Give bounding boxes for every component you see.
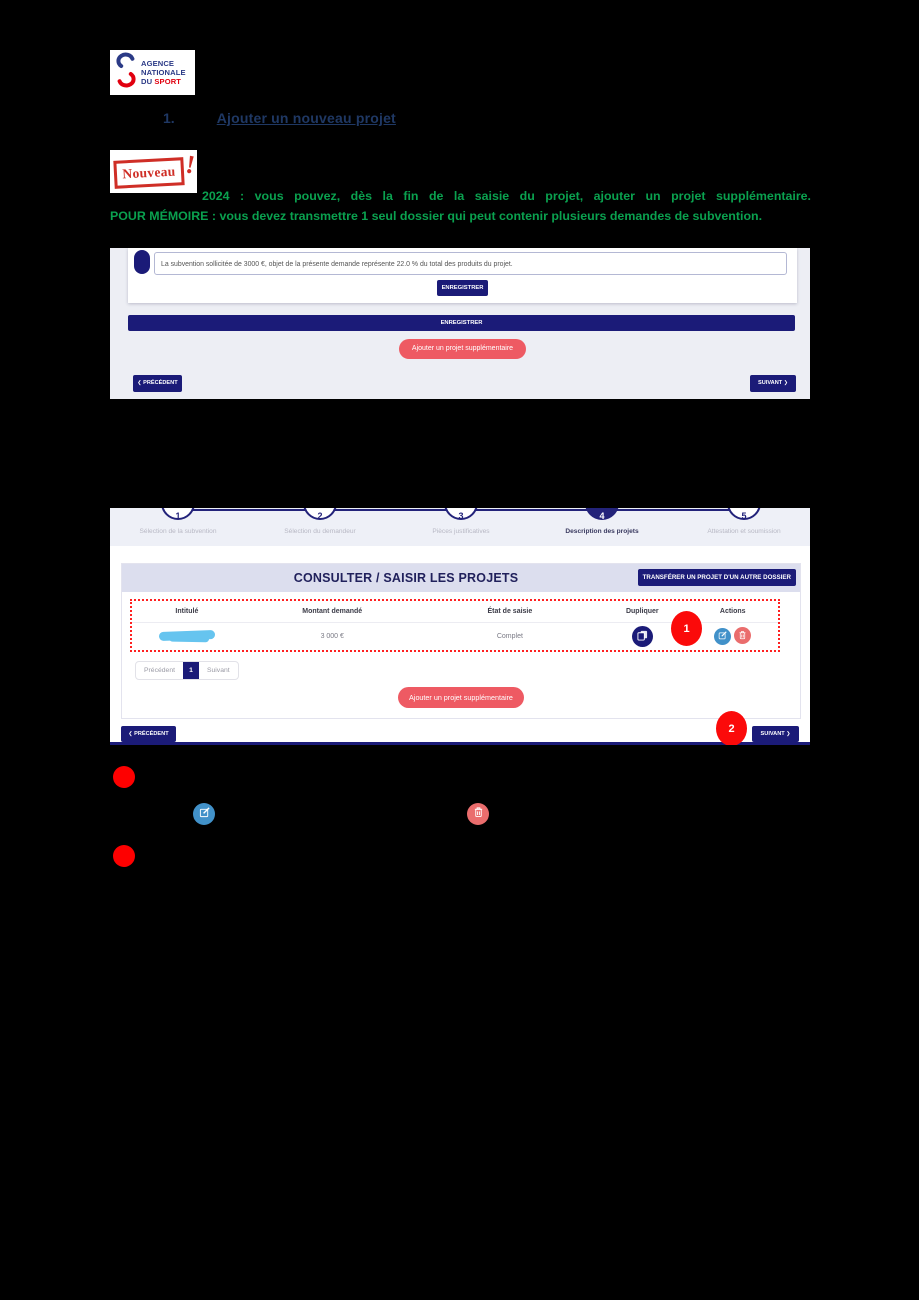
step-label-2: Sélection du demandeur xyxy=(284,528,356,535)
stamp-exclamation: ! xyxy=(183,149,198,180)
next-button[interactable] xyxy=(752,726,799,742)
save-bar-button[interactable]: ENREGISTRER xyxy=(128,315,795,331)
col-dupliquer: Dupliquer xyxy=(625,608,659,615)
edit-project-button[interactable] xyxy=(714,628,731,645)
chevron-right-icon: ❯ xyxy=(786,731,791,737)
next-button[interactable] xyxy=(750,375,796,392)
step-circle-1: 1 xyxy=(161,508,195,520)
stamp-word: Nouveau xyxy=(122,163,176,182)
pagination-previous[interactable]: Précédent xyxy=(144,667,175,674)
ans-logo-text xyxy=(141,59,186,86)
legend-edit-button xyxy=(193,803,215,825)
trash-icon xyxy=(738,630,747,642)
step-circle-2: 2 xyxy=(303,508,337,520)
info-toggle-icon xyxy=(134,250,150,274)
next-label: SUIVANT xyxy=(758,380,783,386)
step-circle-3: 3 xyxy=(444,508,478,520)
logo-line2: NATIONALE xyxy=(141,67,186,77)
duplicate-button[interactable] xyxy=(632,626,653,647)
previous-label: PRÉCÉDENT xyxy=(143,380,178,386)
col-montant: Montant demandé xyxy=(302,608,363,615)
logo-line3-sport: SPORT xyxy=(154,77,182,87)
trash-icon xyxy=(473,805,484,823)
chevron-right-icon: ❯ xyxy=(783,380,788,386)
stamp-frame xyxy=(113,157,184,189)
col-actions: Actions xyxy=(719,608,746,615)
pagination-page-1[interactable]: 1 xyxy=(183,662,199,679)
projects-card xyxy=(121,563,801,719)
projects-card-title: CONSULTER / SAISIR LES PROJETS xyxy=(293,571,519,585)
section-heading xyxy=(163,110,396,126)
edit-pencil-icon xyxy=(718,631,727,642)
annotation-circle-2: 2 xyxy=(716,711,747,745)
step-circle-4: 4 xyxy=(585,508,619,520)
chevron-left-icon: ❮ xyxy=(128,731,133,737)
logo-line1: AGENCE xyxy=(141,58,175,68)
next-label: SUIVANT xyxy=(760,731,785,737)
pagination xyxy=(135,661,239,680)
step-circle-5: 5 xyxy=(727,508,761,520)
screenshot-projects-list xyxy=(110,508,810,745)
projects-card-header xyxy=(122,564,800,592)
chevron-left-icon: ❮ xyxy=(137,380,142,386)
intro-sentence-2: POUR MÉMOIRE : vous devez transmettre 1 seul dossier qui peut contenir plusieurs demandes de subvention. xyxy=(110,208,763,223)
legend-trash-button xyxy=(467,803,489,825)
redacted-project-title xyxy=(159,630,215,641)
previous-button[interactable] xyxy=(121,726,176,742)
form-card xyxy=(128,248,797,303)
row-status: Complet xyxy=(496,632,523,640)
add-project-button[interactable]: Ajouter un projet supplémentaire xyxy=(398,687,524,708)
delete-project-button[interactable] xyxy=(734,627,751,644)
previous-label: PRÉCÉDENT xyxy=(134,731,169,737)
add-project-button[interactable]: Ajouter un projet supplémentaire xyxy=(399,339,526,359)
step-label-4: Description des projets xyxy=(565,528,639,535)
intro-paragraph xyxy=(110,187,811,226)
subvention-note-field: La subvention sollicitée de 3000 €, objet de la présente demande représente 22.0 % du total des produits du projet. xyxy=(154,252,787,275)
previous-button[interactable] xyxy=(133,375,182,392)
legend-bullet-1 xyxy=(113,766,135,788)
screenshot-project-form xyxy=(110,248,810,399)
transfer-project-button[interactable]: TRANSFÉRER UN PROJET D'UN AUTRE DOSSIER xyxy=(638,569,796,586)
col-etat: État de saisie xyxy=(487,608,533,615)
section-title: Ajouter un nouveau projet xyxy=(216,110,396,126)
logo-line3-du: DU xyxy=(141,77,155,87)
ans-logo xyxy=(110,50,195,95)
step-label-1: Sélection de la subvention xyxy=(139,528,217,535)
edit-pencil-icon xyxy=(199,805,210,823)
wizard-steps xyxy=(110,508,810,546)
intro-sentence-1: 2024 : vous pouvez, dès la fin de la saisie du projet, ajouter un projet supplémentaire. xyxy=(202,189,811,203)
save-button[interactable]: ENREGISTRER xyxy=(437,280,488,296)
step-label-5: Attestation et soumission xyxy=(707,528,781,535)
copy-icon xyxy=(637,630,648,643)
pagination-next[interactable]: Suivant xyxy=(206,667,230,674)
row-amount: 3 000 € xyxy=(320,632,344,640)
col-intitule: Intitulé xyxy=(175,608,199,615)
legend-bullet-2 xyxy=(113,845,135,867)
step-label-3: Pièces justificatives xyxy=(432,528,490,535)
footer-line xyxy=(110,742,810,745)
ans-s-logo-icon xyxy=(114,52,138,93)
section-number: 1. xyxy=(163,110,175,126)
annotation-circle-1: 1 xyxy=(671,611,702,646)
